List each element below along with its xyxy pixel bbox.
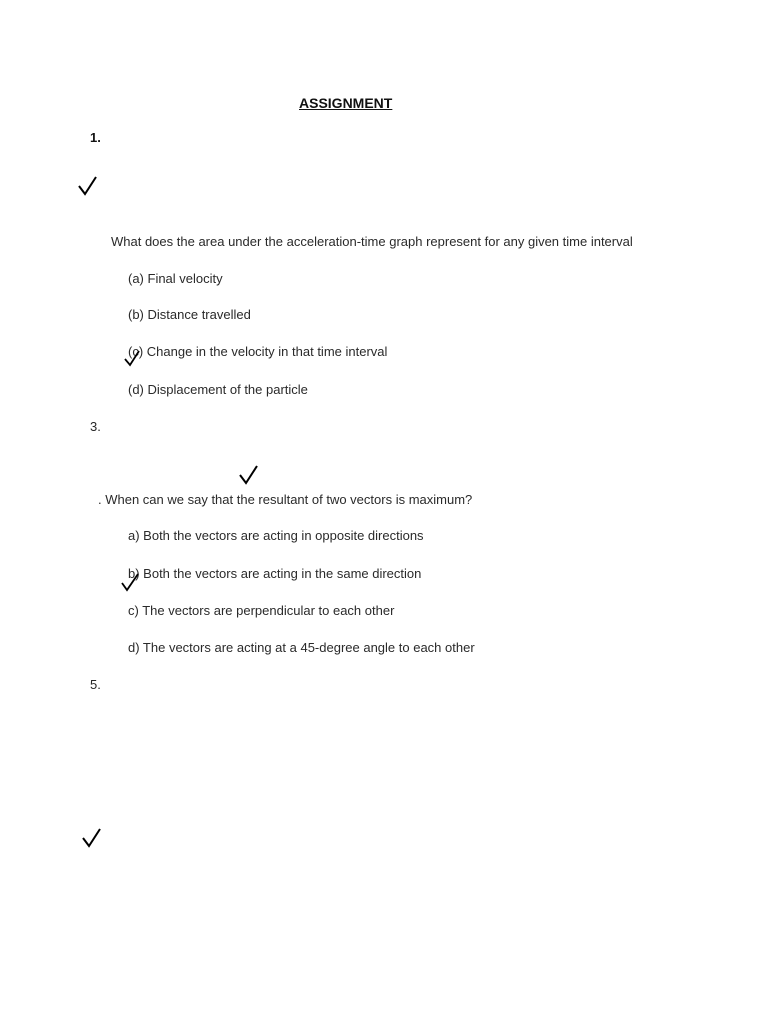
question-stem-2: What does the area under the acceleration-time graph represent for any given time interval bbox=[111, 234, 633, 249]
question-stem-4: . When can we say that the resultant of two vectors is maximum? bbox=[98, 492, 473, 507]
option-c: c) The vectors are perpendicular to each other bbox=[128, 603, 395, 618]
option-b: b) Both the vectors are acting in the same direction bbox=[128, 566, 422, 581]
question-number-5: 5. bbox=[90, 677, 101, 692]
question-number-3: 3. bbox=[90, 419, 101, 434]
question-number-1: 1. bbox=[90, 130, 101, 145]
check-mark-icon bbox=[77, 175, 99, 197]
option-d: (d) Displacement of the particle bbox=[128, 382, 308, 397]
option-b: (b) Distance travelled bbox=[128, 307, 251, 322]
check-mark-icon bbox=[123, 349, 141, 367]
option-a: a) Both the vectors are acting in opposite directions bbox=[128, 528, 424, 543]
check-mark-icon bbox=[81, 827, 103, 849]
option-a: (a) Final velocity bbox=[128, 271, 223, 286]
check-mark-icon bbox=[120, 572, 140, 592]
page-title: ASSIGNMENT bbox=[299, 95, 393, 111]
option-d: d) The vectors are acting at a 45-degree angle to each other bbox=[128, 640, 475, 655]
option-c: (c) Change in the velocity in that time interval bbox=[128, 344, 388, 359]
check-mark-icon bbox=[238, 464, 260, 486]
